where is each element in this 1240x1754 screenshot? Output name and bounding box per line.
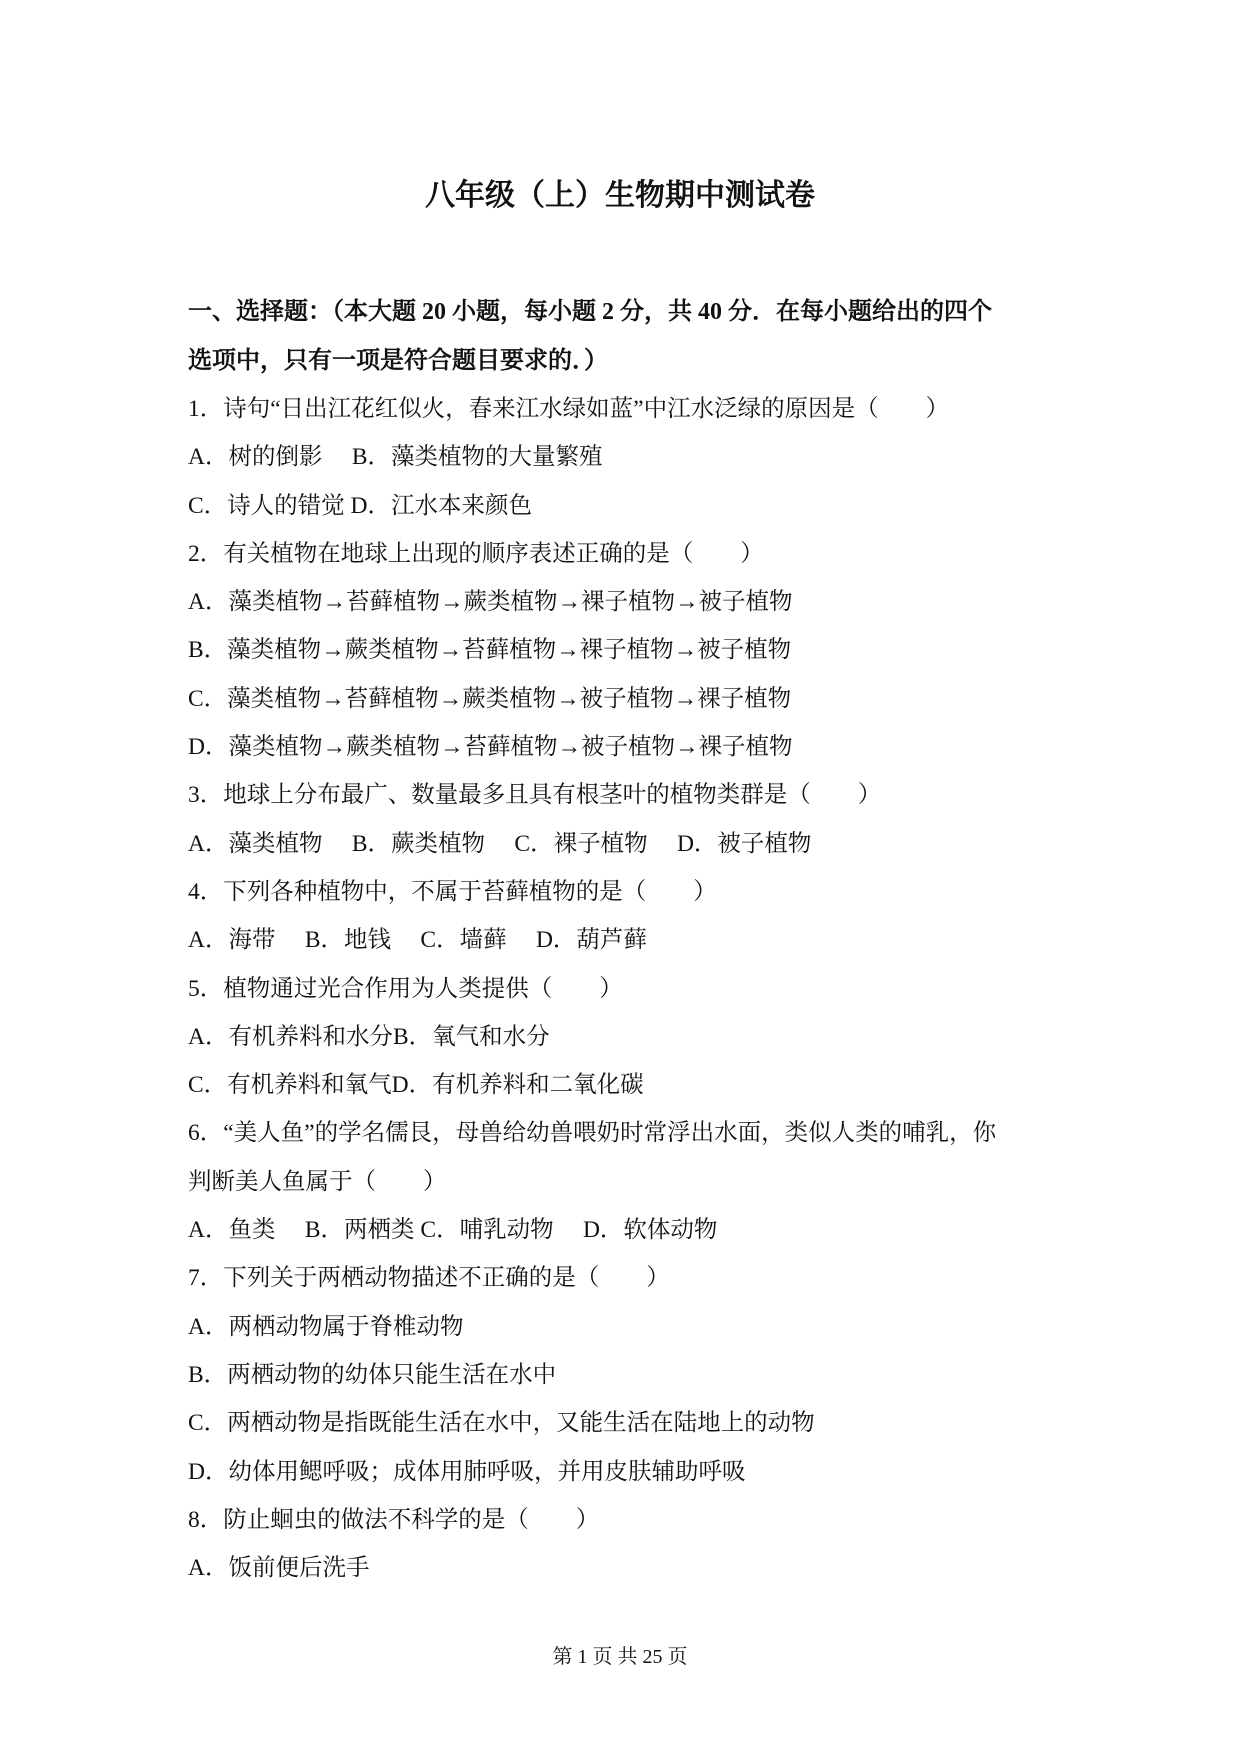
question-stem: 2．有关植物在地球上出现的顺序表述正确的是（ ） bbox=[188, 540, 764, 567]
answer-option-line: A．鱼类 B．两栖类 C．哺乳动物 D．软体动物 bbox=[188, 1217, 718, 1244]
question-stem: 3．地球上分布最广、数量最多且具有根茎叶的植物类群是（ ） bbox=[188, 782, 882, 809]
question-body bbox=[188, 385, 1068, 1592]
question-stem: 7．下列关于两栖动物描述不正确的是（ ） bbox=[188, 1265, 670, 1292]
answer-option-line: A．藻类植物→苔藓植物→蕨类植物→裸子植物→被子植物 bbox=[188, 589, 793, 616]
answer-option-line: A．饭前便后洗手 bbox=[188, 1555, 370, 1582]
question-stem: 5．植物通过光合作用为人类提供（ ） bbox=[188, 975, 623, 1002]
answer-option-line: A．树的倒影 B．藻类植物的大量繁殖 bbox=[188, 444, 603, 471]
answer-option-line: B．两栖动物的幼体只能生活在水中 bbox=[188, 1361, 557, 1388]
answer-option-line: A．海带 B．地钱 C．墙藓 D．葫芦藓 bbox=[188, 927, 647, 954]
page-footer: 第 1 页 共 25 页 bbox=[552, 1646, 688, 1668]
answer-option-line: A．两栖动物属于脊椎动物 bbox=[188, 1313, 464, 1340]
answer-option-line: 判断美人鱼属于（ ） bbox=[188, 1168, 447, 1195]
answer-option-line: B．藻类植物→蕨类植物→苔藓植物→裸子植物→被子植物 bbox=[188, 637, 792, 664]
question-stem: 8．防止蛔虫的做法不科学的是（ ） bbox=[188, 1506, 600, 1533]
question-stem: 4．下列各种植物中，不属于苔藓植物的是（ ） bbox=[188, 878, 717, 905]
answer-option-line: A．藻类植物 B．蕨类植物 C．裸子植物 D．被子植物 bbox=[188, 830, 812, 857]
answer-option-line: C．有机养料和氧气D．有机养料和二氧化碳 bbox=[188, 1072, 644, 1099]
answer-option-line: D．幼体用鳃呼吸；成体用肺呼吸，并用皮肤辅助呼吸 bbox=[188, 1458, 746, 1485]
section-heading-line-2: 选项中，只有一项是符合题目要求的．） bbox=[188, 348, 608, 374]
answer-option-line: D．藻类植物→蕨类植物→苔藓植物→被子植物→裸子植物 bbox=[188, 734, 793, 761]
answer-option-line: C．诗人的错觉 D．江水本来颜色 bbox=[188, 492, 533, 519]
page-title: 八年级（上）生物期中测试卷 bbox=[425, 179, 815, 212]
answer-option-line: C．藻类植物→苔藓植物→蕨类植物→被子植物→裸子植物 bbox=[188, 685, 792, 712]
section-heading-line-1: 一、选择题：（本大题 20 小题，每小题 2 分，共 40 分．在每小题给出的四个 bbox=[188, 299, 992, 325]
question-stem: 6．“美人鱼”的学名儒艮，母兽给幼兽喂奶时常浮出水面，类似人类的哺乳，你 bbox=[188, 1120, 997, 1147]
answer-option-line: A．有机养料和水分B．氧气和水分 bbox=[188, 1023, 550, 1050]
question-stem: 1．诗句“日出江花红似火，春来江水绿如蓝”中江水泛绿的原因是（ ） bbox=[188, 396, 950, 422]
answer-option-line: C．两栖动物是指既能生活在水中，又能生活在陆地上的动物 bbox=[188, 1410, 815, 1437]
